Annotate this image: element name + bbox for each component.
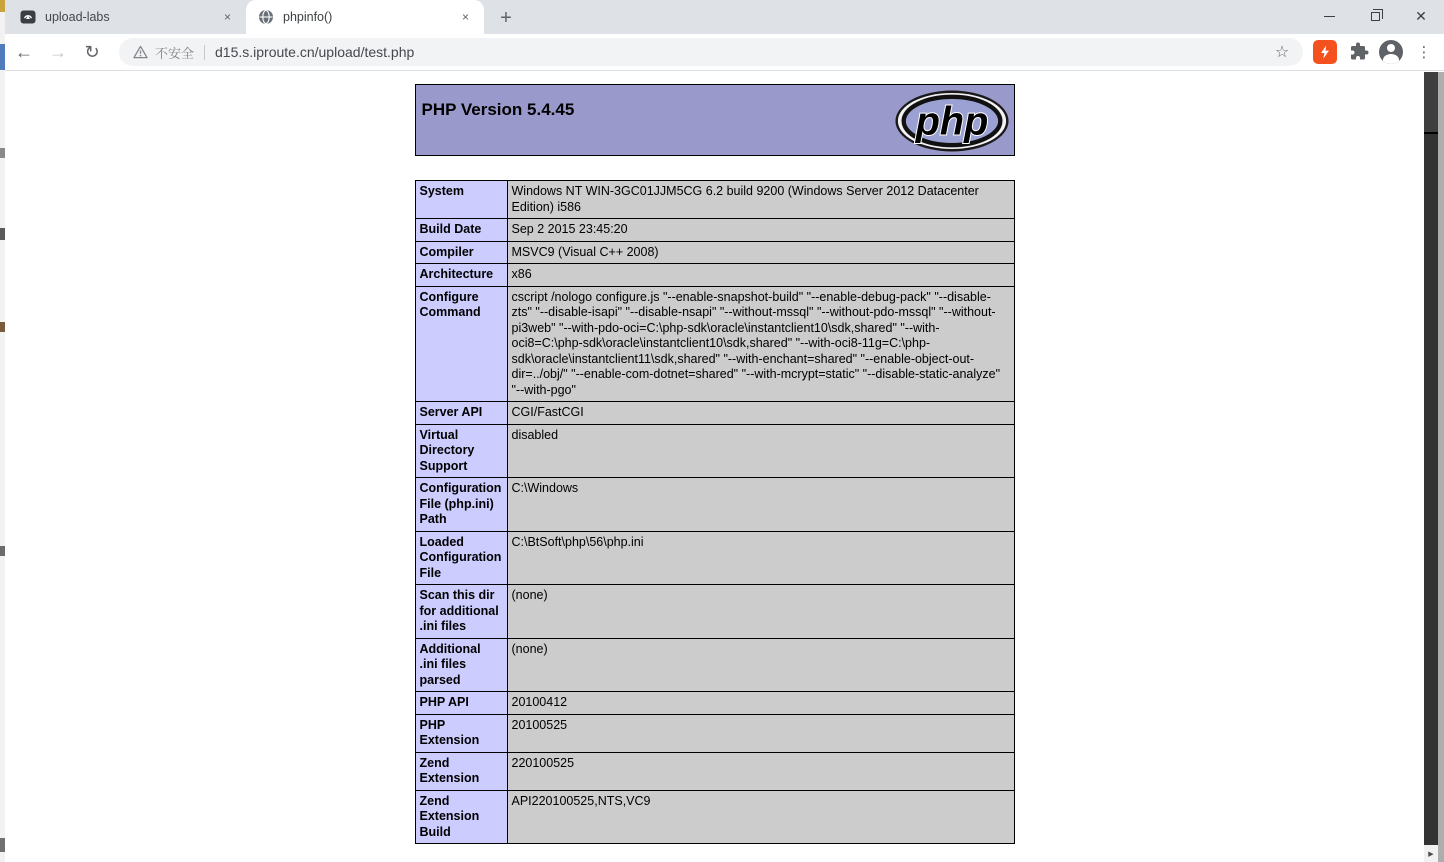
row-value: 20100412 [507, 692, 1014, 715]
php-logo [894, 89, 1010, 153]
tab-close-icon[interactable]: × [223, 10, 231, 24]
forward-button[interactable]: → [49, 41, 67, 62]
table-row [415, 585, 1014, 639]
row-value: x86 [507, 264, 1014, 287]
page-viewport [5, 72, 1424, 862]
row-value: 20100525 [507, 714, 1014, 752]
table-row [415, 638, 1014, 692]
scrollbar-corner-arrow[interactable]: ▶ [1424, 845, 1438, 862]
row-value: CGI/FastCGI [507, 402, 1014, 425]
scrollbar-thumb[interactable] [1424, 72, 1438, 134]
row-value: MSVC9 (Visual C++ 2008) [507, 241, 1014, 264]
desktop-edge-sliver [0, 0, 5, 862]
window-controls [1306, 0, 1444, 34]
row-value: 220100525 [507, 752, 1014, 790]
table-row [415, 241, 1014, 264]
restore-button[interactable] [1352, 0, 1398, 32]
row-label: Scan this dir for additional .ini files [415, 585, 507, 639]
bookmark-star-icon[interactable]: ☆ [1274, 44, 1290, 61]
omnibox-divider [204, 45, 205, 60]
menu-kebab-icon[interactable]: ⋮ [1416, 44, 1432, 61]
vertical-scrollbar[interactable] [1424, 72, 1438, 845]
tab-title: phpinfo() [283, 10, 333, 24]
phpinfo-table [415, 180, 1015, 844]
table-row [415, 790, 1014, 844]
desktop-edge-fragment [0, 44, 5, 70]
tab-title: upload-labs [45, 10, 110, 24]
row-label: Configuration File (php.ini) Path [415, 478, 507, 532]
row-value: Sep 2 2015 23:45:20 [507, 219, 1014, 242]
row-value: C:\BtSoft\php\56\php.ini [507, 531, 1014, 585]
row-value: disabled [507, 424, 1014, 478]
table-row [415, 692, 1014, 715]
table-row [415, 402, 1014, 425]
row-label: Additional .ini files parsed [415, 638, 507, 692]
row-label: Zend Extension [415, 752, 507, 790]
desktop-edge-fragment [0, 838, 5, 852]
desktop-edge-fragment [0, 0, 5, 12]
url-text[interactable]: d15.s.iproute.cn/upload/test.php [215, 44, 415, 60]
row-label: PHP API [415, 692, 507, 715]
tab-phpinfo[interactable] [246, 0, 484, 34]
desktop-edge-fragment [0, 228, 5, 240]
row-value: C:\Windows [507, 478, 1014, 532]
table-row [415, 714, 1014, 752]
row-label: Server API [415, 402, 507, 425]
security-label[interactable]: 不安全 [155, 45, 195, 61]
minimize-icon [1324, 16, 1335, 17]
desktop-edge-fragment [0, 148, 5, 158]
tab-strip [5, 0, 1444, 34]
close-icon: ✕ [1415, 8, 1427, 24]
row-label: System [415, 181, 507, 219]
lightning-bolt-icon [1318, 45, 1332, 59]
table-row [415, 286, 1014, 402]
new-tab-button[interactable]: + [500, 6, 512, 29]
phpinfo-header [415, 84, 1015, 156]
phpinfo-content [415, 84, 1015, 844]
row-label: Architecture [415, 264, 507, 287]
refresh-button[interactable]: ↻ [84, 41, 100, 62]
globe-favicon-icon [258, 9, 274, 25]
row-label: Loaded Configuration File [415, 531, 507, 585]
row-value: API220100525,NTS,VC9 [507, 790, 1014, 844]
table-row [415, 181, 1014, 219]
desktop-edge-fragment [0, 546, 5, 556]
desktop-edge-fragment [0, 322, 5, 332]
tab-upload-labs[interactable] [8, 0, 246, 34]
restore-icon [1371, 12, 1380, 21]
extensions-puzzle-icon[interactable] [1347, 41, 1369, 63]
minimize-button[interactable] [1306, 0, 1352, 32]
profile-avatar[interactable] [1379, 40, 1403, 64]
row-value: Windows NT WIN-3GC01JJM5CG 6.2 build 9200 (Windows Server 2012 Datacenter Edition) i586 [507, 181, 1014, 219]
table-row [415, 264, 1014, 287]
row-label: Compiler [415, 241, 507, 264]
row-value: (none) [507, 585, 1014, 639]
row-value: (none) [507, 638, 1014, 692]
table-row [415, 531, 1014, 585]
table-row [415, 424, 1014, 478]
row-label: Virtual Directory Support [415, 424, 507, 478]
browser-toolbar [5, 34, 1444, 71]
row-label: PHP Extension [415, 714, 507, 752]
row-label: Zend Extension Build [415, 790, 507, 844]
row-label: Configure Command [415, 286, 507, 402]
close-button[interactable] [1398, 0, 1444, 32]
table-row [415, 752, 1014, 790]
warning-triangle-icon [133, 45, 148, 59]
page-title: PHP Version 5.4.45 [421, 100, 575, 119]
proxy-extension-icon[interactable] [1313, 40, 1337, 64]
back-button[interactable]: ← [15, 41, 33, 62]
upload-labs-favicon-icon [20, 9, 36, 25]
table-row [415, 219, 1014, 242]
row-value: cscript /nologo configure.js "--enable-snapshot-build" "--enable-debug-pack" "--disable-zts" "--disable-isapi" "--disable-nsapi" "--without-mssql" "--without-pdo-mssql" "--without-pi3web" "--with-pdo-oci=C:\php-sdk\oracle\instantclient10\sdk,shared" "--with-oci8=C:\php-sdk\oracle\instantclient10\sdk,shared" "--with-oci8-11g=C:\php-sdk\oracle\instantclient11\sdk,shared" "--with-enchant=shared" "--enable-object-out-dir=../obj/" "--enable-com-dotnet=shared" "--with-mcrypt=static" "--disable-static-analyze" "--with-pgo" [507, 286, 1014, 402]
address-bar[interactable] [119, 38, 1303, 66]
info-table-body [415, 181, 1014, 844]
php-logo-text: php [915, 99, 988, 144]
outer-edge-strip [1438, 72, 1444, 862]
row-label: Build Date [415, 219, 507, 242]
table-row [415, 478, 1014, 532]
tab-close-icon[interactable]: × [461, 10, 469, 24]
